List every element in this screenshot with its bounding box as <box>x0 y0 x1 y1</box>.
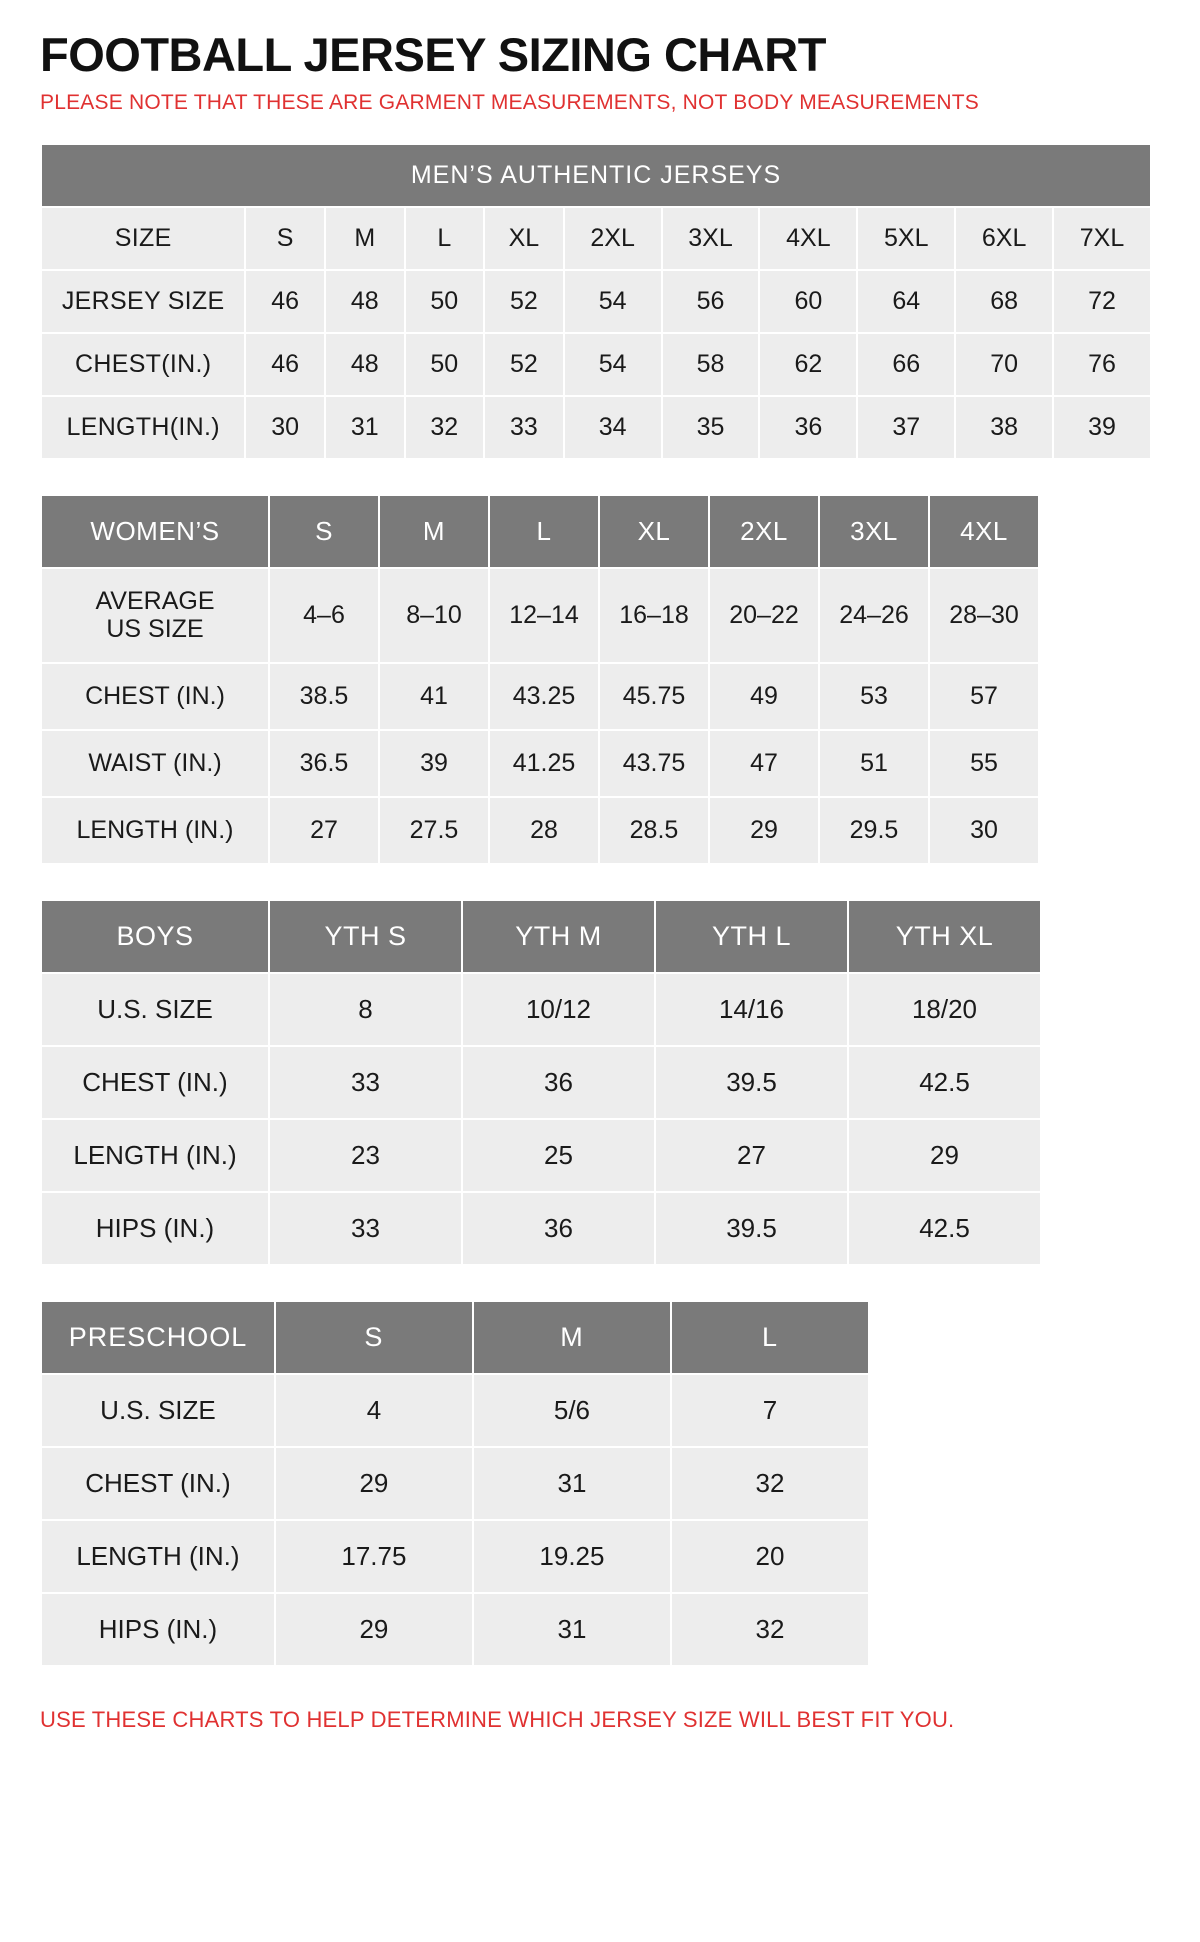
boys-cell: 36 <box>462 1046 655 1119</box>
men-cell: 33 <box>484 396 564 459</box>
preschool-cell: 32 <box>671 1593 869 1666</box>
men-cell: 58 <box>662 333 760 396</box>
men-col-3xl: 3XL <box>662 207 760 270</box>
footer-note: USE THESE CHARTS TO HELP DETERMINE WHICH JERSEY SIZE WILL BEST FIT YOU. <box>40 1707 955 1733</box>
preschool-cell: 20 <box>671 1520 869 1593</box>
page-title: FOOTBALL JERSEY SIZING CHART <box>40 28 826 81</box>
women-cell: 39 <box>379 730 489 797</box>
women-cell: 57 <box>929 663 1039 730</box>
boys-col-yth-l: YTH L <box>655 900 848 973</box>
men-banner-row <box>41 144 1151 207</box>
boys-row-label: CHEST (IN.) <box>41 1046 269 1119</box>
women-col-4xl: 4XL <box>929 495 1039 568</box>
men-col-l: L <box>405 207 485 270</box>
preschool-col-s: S <box>275 1301 473 1374</box>
women-cell: 16–18 <box>599 568 709 664</box>
table-row <box>41 568 1039 664</box>
preschool-cell: 7 <box>671 1374 869 1447</box>
men-cell: 66 <box>857 333 955 396</box>
women-cell: 49 <box>709 663 819 730</box>
women-col-2xl: 2XL <box>709 495 819 568</box>
men-cell: 37 <box>857 396 955 459</box>
table-row <box>41 1520 869 1593</box>
men-cell: 48 <box>325 333 405 396</box>
preschool-col-l: L <box>671 1301 869 1374</box>
preschool-jerseys-table <box>40 1300 870 1667</box>
women-row-label: WAIST (IN.) <box>41 730 269 797</box>
men-banner-label: MEN’S AUTHENTIC JERSEYS <box>41 144 1151 207</box>
men-col-size: SIZE <box>41 207 245 270</box>
women-cell: 43.25 <box>489 663 599 730</box>
boys-cell: 23 <box>269 1119 462 1192</box>
table-row <box>41 1119 1041 1192</box>
men-cell: 54 <box>564 333 662 396</box>
women-cell: 45.75 <box>599 663 709 730</box>
men-cell: 62 <box>759 333 857 396</box>
boys-youth-jerseys-table <box>40 899 1042 1266</box>
table-row <box>41 1593 869 1666</box>
boys-cell: 27 <box>655 1119 848 1192</box>
women-cell: 27.5 <box>379 797 489 864</box>
preschool-cell: 31 <box>473 1447 671 1520</box>
men-cell: 60 <box>759 270 857 333</box>
women-row-label: LENGTH (IN.) <box>41 797 269 864</box>
men-row-label: LENGTH(IN.) <box>41 396 245 459</box>
women-cell: 24–26 <box>819 568 929 664</box>
men-header-row <box>41 207 1151 270</box>
boys-cell: 42.5 <box>848 1192 1041 1265</box>
men-cell: 50 <box>405 270 485 333</box>
men-cell: 52 <box>484 333 564 396</box>
men-cell: 50 <box>405 333 485 396</box>
men-cell: 68 <box>955 270 1053 333</box>
womens-jerseys-table <box>40 494 1040 866</box>
boys-cell: 33 <box>269 1046 462 1119</box>
women-cell: 12–14 <box>489 568 599 664</box>
women-cell: 53 <box>819 663 929 730</box>
measurement-note: PLEASE NOTE THAT THESE ARE GARMENT MEASUREMENTS, NOT BODY MEASUREMENTS <box>40 91 979 115</box>
preschool-row-label: CHEST (IN.) <box>41 1447 275 1520</box>
table-row <box>41 973 1041 1046</box>
preschool-cell: 32 <box>671 1447 869 1520</box>
men-cell: 64 <box>857 270 955 333</box>
table-row <box>41 730 1039 797</box>
men-col-2xl: 2XL <box>564 207 662 270</box>
women-col-xl: XL <box>599 495 709 568</box>
women-header-row <box>41 495 1039 568</box>
men-cell: 52 <box>484 270 564 333</box>
boys-row-label: HIPS (IN.) <box>41 1192 269 1265</box>
preschool-row-label: U.S. SIZE <box>41 1374 275 1447</box>
men-cell: 48 <box>325 270 405 333</box>
men-cell: 34 <box>564 396 662 459</box>
men-cell: 70 <box>955 333 1053 396</box>
men-col-4xl: 4XL <box>759 207 857 270</box>
boys-cell: 42.5 <box>848 1046 1041 1119</box>
men-col-s: S <box>245 207 325 270</box>
table-row <box>41 1447 869 1520</box>
women-cell: 41.25 <box>489 730 599 797</box>
table-row <box>41 333 1151 396</box>
men-cell: 39 <box>1053 396 1151 459</box>
men-col-6xl: 6XL <box>955 207 1053 270</box>
preschool-cell: 29 <box>275 1593 473 1666</box>
boys-cell: 14/16 <box>655 973 848 1046</box>
preschool-col-title: PRESCHOOL <box>41 1301 275 1374</box>
women-cell: 36.5 <box>269 730 379 797</box>
boys-cell: 39.5 <box>655 1046 848 1119</box>
women-cell: 4–6 <box>269 568 379 664</box>
women-col-s: S <box>269 495 379 568</box>
men-row-label: JERSEY SIZE <box>41 270 245 333</box>
boys-col-yth-m: YTH M <box>462 900 655 973</box>
preschool-cell: 29 <box>275 1447 473 1520</box>
women-cell: 47 <box>709 730 819 797</box>
boys-cell: 10/12 <box>462 973 655 1046</box>
men-cell: 46 <box>245 333 325 396</box>
preschool-cell: 17.75 <box>275 1520 473 1593</box>
preschool-cell: 5/6 <box>473 1374 671 1447</box>
table-row <box>41 1374 869 1447</box>
women-col-3xl: 3XL <box>819 495 929 568</box>
boys-cell: 8 <box>269 973 462 1046</box>
women-cell: 20–22 <box>709 568 819 664</box>
boys-col-title: BOYS <box>41 900 269 973</box>
men-cell: 54 <box>564 270 662 333</box>
preschool-cell: 4 <box>275 1374 473 1447</box>
women-cell: 29.5 <box>819 797 929 864</box>
men-cell: 30 <box>245 396 325 459</box>
men-cell: 31 <box>325 396 405 459</box>
boys-cell: 29 <box>848 1119 1041 1192</box>
women-row-label: CHEST (IN.) <box>41 663 269 730</box>
women-cell: 55 <box>929 730 1039 797</box>
men-cell: 35 <box>662 396 760 459</box>
table-row <box>41 270 1151 333</box>
boys-header-row <box>41 900 1041 973</box>
women-row-label <box>41 568 269 664</box>
women-cell: 28.5 <box>599 797 709 864</box>
table-row <box>41 663 1039 730</box>
men-cell: 36 <box>759 396 857 459</box>
women-cell: 43.75 <box>599 730 709 797</box>
preschool-row-label: LENGTH (IN.) <box>41 1520 275 1593</box>
women-cell: 29 <box>709 797 819 864</box>
boys-cell: 18/20 <box>848 973 1041 1046</box>
boys-cell: 33 <box>269 1192 462 1265</box>
preschool-row-label: HIPS (IN.) <box>41 1593 275 1666</box>
men-col-7xl: 7XL <box>1053 207 1151 270</box>
boys-row-label: LENGTH (IN.) <box>41 1119 269 1192</box>
women-cell: 38.5 <box>269 663 379 730</box>
boys-row-label: U.S. SIZE <box>41 973 269 1046</box>
men-row-label: CHEST(IN.) <box>41 333 245 396</box>
women-cell: 30 <box>929 797 1039 864</box>
men-cell: 38 <box>955 396 1053 459</box>
women-col-m: M <box>379 495 489 568</box>
men-col-xl: XL <box>484 207 564 270</box>
men-cell: 76 <box>1053 333 1151 396</box>
preschool-col-m: M <box>473 1301 671 1374</box>
men-cell: 56 <box>662 270 760 333</box>
women-row-label-line1: AVERAGE US SIZE <box>95 586 215 644</box>
women-cell: 41 <box>379 663 489 730</box>
men-col-5xl: 5XL <box>857 207 955 270</box>
women-col-title: WOMEN’S <box>41 495 269 568</box>
boys-col-yth-s: YTH S <box>269 900 462 973</box>
men-cell: 72 <box>1053 270 1151 333</box>
women-cell: 28–30 <box>929 568 1039 664</box>
table-row <box>41 1046 1041 1119</box>
women-cell: 51 <box>819 730 929 797</box>
women-cell: 8–10 <box>379 568 489 664</box>
boys-cell: 25 <box>462 1119 655 1192</box>
boys-cell: 36 <box>462 1192 655 1265</box>
women-cell: 27 <box>269 797 379 864</box>
women-cell: 28 <box>489 797 599 864</box>
men-cell: 32 <box>405 396 485 459</box>
boys-col-yth-xl: YTH XL <box>848 900 1041 973</box>
table-row <box>41 1192 1041 1265</box>
boys-cell: 39.5 <box>655 1192 848 1265</box>
preschool-header-row <box>41 1301 869 1374</box>
table-row <box>41 396 1151 459</box>
mens-authentic-jerseys-table <box>40 143 1152 460</box>
men-cell: 46 <box>245 270 325 333</box>
table-row <box>41 797 1039 864</box>
preschool-cell: 31 <box>473 1593 671 1666</box>
men-col-m: M <box>325 207 405 270</box>
women-col-l: L <box>489 495 599 568</box>
preschool-cell: 19.25 <box>473 1520 671 1593</box>
